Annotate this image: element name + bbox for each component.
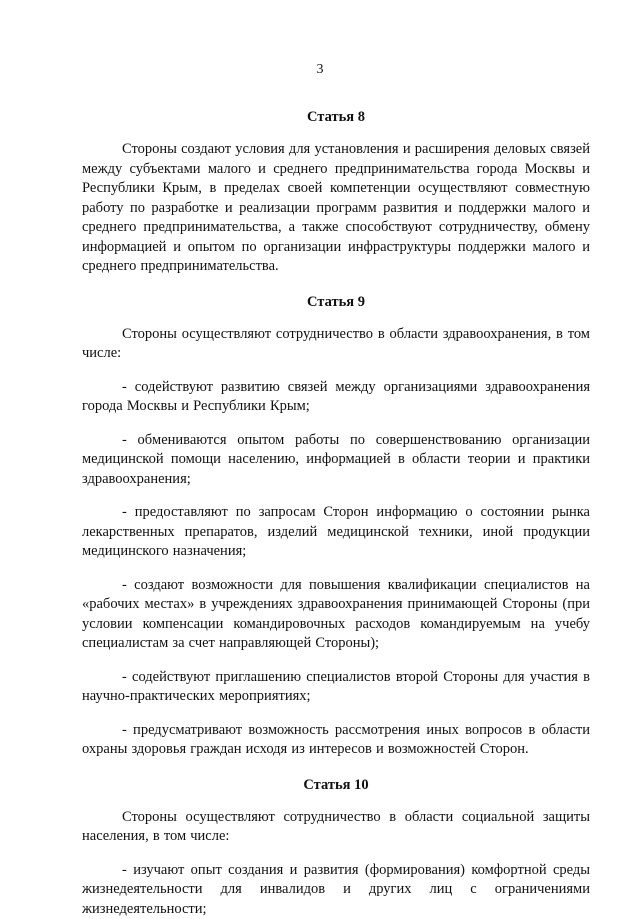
article-8-heading: Статья 8 [82,108,590,126]
article-9-intro: Стороны осуществляют сотрудничество в области здравоохранения, в том числе: [82,325,590,364]
article-10-intro: Стороны осуществляют сотрудничество в области социальной защиты населения, в том числе: [82,808,590,847]
article-9-item: - предусматривают возможность рассмотрения иных вопросов в области охраны здоровья граждан исходя из интересов и возможностей Сторон. [82,721,590,760]
article-9-item: - предоставляют по запросам Сторон информацию о состоянии рынка лекарственных препаратов, изделий медицинской техники, иной продукции медицинского назначения; [82,503,590,562]
article-9-item: - создают возможности для повышения квалификации специалистов на «рабочих местах» в учреждениях здравоохранения принимающей Стороны (при условии компенсации командировочных расходов командируемым на учебу специалистам за счет направляющей Стороны); [82,576,590,654]
article-9-item: - содействуют приглашению специалистов второй Стороны для участия в научно-практических мероприятиях; [82,668,590,707]
page-number: 3 [0,62,640,78]
article-9-heading: Статья 9 [82,293,590,311]
article-8-text: Стороны создают условия для установления и расширения деловых связей между субъектами малого и среднего предпринимательства города Москвы и Республики Крым, в пределах своей компетенции осуществляют совместную работу по разработке и реализации программ развития и поддержки малого и среднего предпринимательства, а также способствуют сотрудничеству, обмену информацией и опытом по организации инфраструктуры поддержки малого и среднего предпринимательства. [82,140,590,277]
article-10-item: - изучают опыт создания и развития (формирования) комфортной среды жизнедеятельности для инвалидов и других лиц с ограничениями жизнедеятельности; [82,861,590,919]
article-9-item: - обмениваются опытом работы по совершенствованию организации медицинской помощи населению, информацией в области теории и практики здравоохранения; [82,431,590,490]
article-9-item: - содействуют развитию связей между организациями здравоохранения города Москвы и Республики Крым; [82,378,590,417]
article-10-heading: Статья 10 [82,776,590,794]
document-body [82,108,590,919]
